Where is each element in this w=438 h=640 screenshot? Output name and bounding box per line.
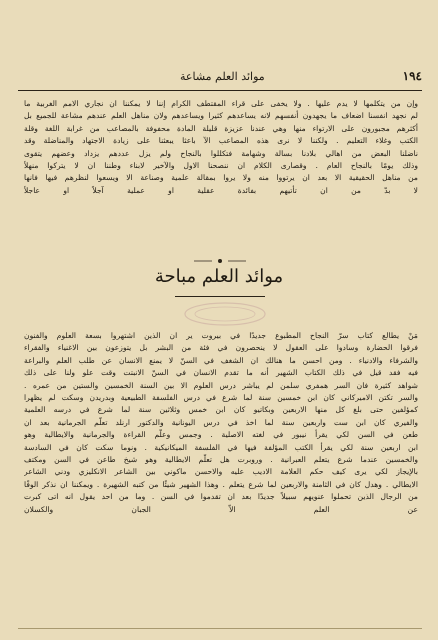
text-line: والشرفاء والادنياء . ومن احسن ما هنالك ان الشغف في السنّ لا يمنع الانسان عن طلب العلم والبراعة [24,355,418,365]
text-line: طعن في السن لكي يقرأ نيبور في لغته الاصلية . وجمس وعلّم القراءة والجرمانية والايطالية وهو [24,430,418,440]
bottom-edge-rule [18,628,422,629]
header-rule [18,90,422,91]
text-line: بالإيجاز لكي يرى كيف حكم العلامة الاديب عليه والاحسن ماكوني بين الشاعر الانكليزي ودني الشاعر [24,467,418,477]
ornament-icon [190,256,250,266]
text-line: لا بدّ من ان تأتيهم بفائدة عقلية او عملية آجلاً او عاجلاً [24,185,418,195]
page-number: ١٩٤ [402,69,422,83]
text-line: أكثرهم مجبورون على الارتواء منها وهي عندنا عزيزة قليلة المادة محفوفة بالمصاعب من غرابة اللغة وقلة [24,123,418,133]
text-line: والخمسين عندما شرع يتعلم العبرانية . وروبرت هل تعلّم الايطالية وهو شيخ طاعن في السن ومكتف [24,455,418,465]
text-line: ناضلنا البعض من اهالي بلادنا بسالة وشهامة فتكللوا بالنجاح ولم يزل عددهم يزداد وعضهم يتقوى [24,148,418,158]
text-line: فرقوا الحضارة وسادوا على العقول لا ينحصرون في فئة من البشر بل يتوزعون بين الاغنياء والفقراء [24,343,418,353]
faded-stamp-icon [180,300,270,328]
text-line: الكتب وغلاء التعليم . ولكننا لا نرى هذه المصاعب الآ باعثا يبعثنا على زيادة الاجتهاد والمناضلة وقد [24,136,418,146]
text-line: والسر تكتن الاميركاني كان ابن خمسين سنة لما شرع في درس الفلسفة الطبيعية وبدريدن وسكت لم يظهرا [24,393,418,403]
text-line: لم نجهد انفسنا اضعاف ما يجهدون أنفسهم لانه يساعدهم كثيرا ويساعدهم ولان مناهل العلم عندهم مشاعة للجميع بل [24,111,418,121]
ornament-divider [190,256,250,266]
text-line: عن العلم الاّ الجبان والكسلان [24,504,418,514]
text-line: والفيري كان ابن ست واربعين سنة لما اخذ في درس اليونانية والدكتور ارنلد تعلّم الجرمانية بعد ان [24,417,418,427]
section-heading: موائد العلم مباحة [154,266,284,287]
heading-underline [175,296,265,297]
text-line: الايطالي . وهدل كان في الثامنة والاربعين لما شرع يتعلم . وهذا الشهير شيئًا من كتبه الشهيرة . ويمكننا ان نذكر الوفًا [24,479,418,489]
paragraph-continuation [24,98,418,197]
text-line: شواهد كثيرة فان السر همفري سلمن لم يباشر درس العلوم الا بين السنة الخمسين والستين من عمره . [24,380,418,390]
text-line: من الرجال الذين تحملوا عنويهم سبيلاً جديدًا بعد ان تقدموا في السن . وما من احد يقول انه اتى كبرت [24,492,418,502]
text-line: مَنْ يطالع كتاب سرّ النجاح المطبوع جديدًا في بيروت ير ان الذين اشتهروا بسعة العلوم والفنون [24,331,418,340]
text-line: وذلك يومًا بالنجاح العام . وقصارى الكلام ان ننصحنا الاول والآخير لابناء وطننا ان لا يتركوا منهلاً [24,161,418,171]
text-line: من مناهل الحقيقية الا بعد ان يرتووا منه ولا يروا بمقالة علمية وصناعة الا ويسعوا لنظرهم فيها فانها [24,173,418,183]
paragraph-main [24,330,418,516]
page-header [18,64,422,88]
text-line: كمؤلفين حتى بلغ كل منها الاربعين وبكاتيو كان ابن خمس وثلاثين سنة لما شرع في درسه العلمية [24,405,418,415]
text-line: فيه فقد قيل في ذلك الكتاب الشهير أنه ما تقدم الانسان في السنّ الانبتت وقت علو ولنا على ذلك [24,368,418,378]
text-line: وإن من يتكلمها لا يدم عليها . ولا يخفى على قراء المقتطف الكرام إننا لا يمكننا ان نجاري الامم الغربية ما [24,99,418,108]
text-line: ابن اربعين سنة لكي يقرأ الكتب المؤلفة فيها في الفلسفة الميكانيكية . ونوما سكت كان في السادسة [24,442,418,452]
running-title: موائد العلم مشاعة [180,69,265,83]
